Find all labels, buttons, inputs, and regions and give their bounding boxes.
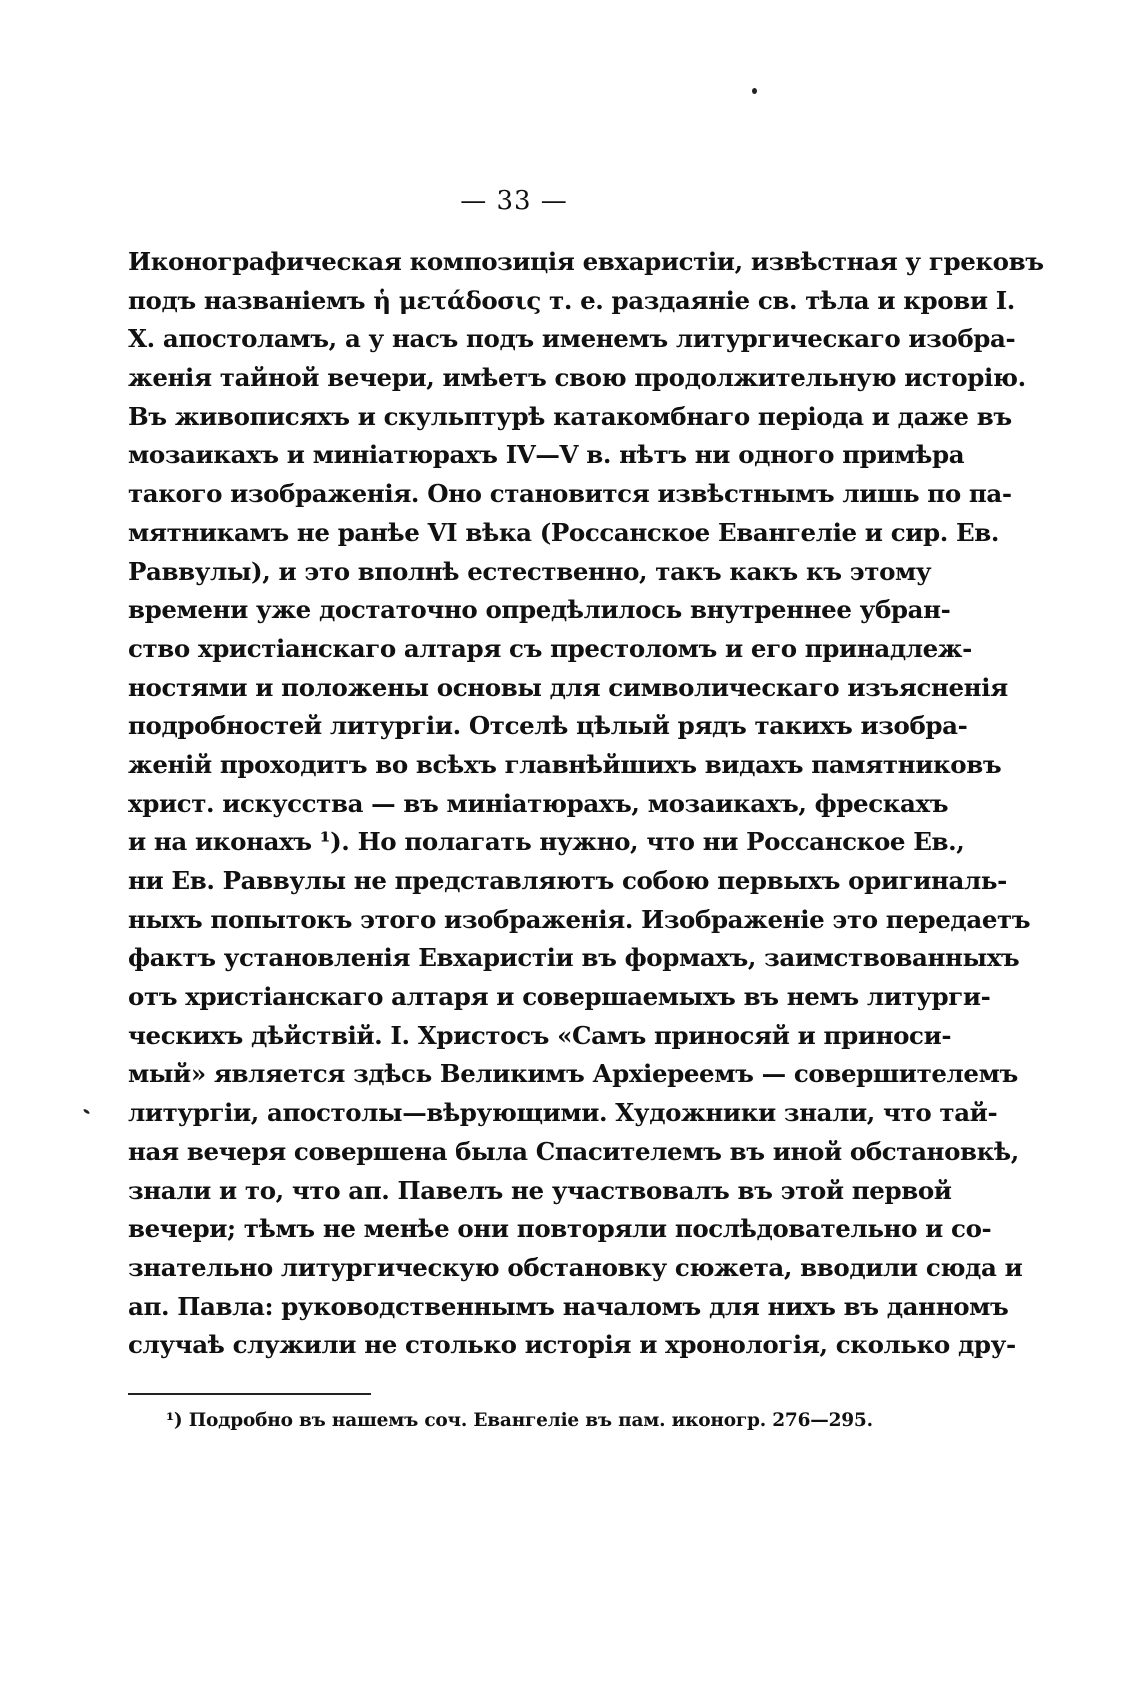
text-line: ностями и положены основы для символическаго изъясненія <box>128 672 1008 702</box>
text-line: женія тайной вечери, имѣетъ свою продолжительную исторію. <box>128 363 1026 393</box>
text-line: подъ названіемъ ἡ μετάδοσις т. е. раздаяніе св. тѣла и крови І. <box>128 285 1015 315</box>
text-line: христ. искусства — въ миніатюрахъ, мозаикахъ, фрескахъ <box>128 788 949 818</box>
text-line: Въ живописяхъ и скульптурѣ катакомбнаго періода и даже въ <box>128 401 1012 431</box>
text-line: такого изображенія. Оно становится извѣстнымъ лишь по па- <box>128 479 1012 509</box>
body-text <box>128 243 1044 1365</box>
page-number: — 33 — <box>460 186 568 216</box>
text-line: ная вечеря совершена была Спасителемъ въ иной обстановкѣ, <box>128 1136 1019 1166</box>
text-line: мозаикахъ и миніатюрахъ IV—V в. нѣтъ ни одного примѣра <box>128 440 965 470</box>
text-line: вечери; тѣмъ не менѣе они повторяли послѣдовательно и со- <box>128 1214 992 1244</box>
scan-speck <box>752 88 757 94</box>
text-line: знательно литургическую обстановку сюжета, вводили сюда и <box>128 1252 1023 1282</box>
text-line: подробностей литургіи. Отселѣ цѣлый рядъ такихъ изобра- <box>128 711 968 741</box>
text-line: Иконографическая композиція евхаристіи, извѣстная у грековъ <box>128 247 1044 276</box>
text-line: ство христіанскаго алтаря съ престоломъ и его принадлеж- <box>128 633 972 663</box>
text-line: Х. апостоламъ, а у насъ подъ именемъ литургическаго изобра- <box>128 324 1016 354</box>
text-line: женій проходитъ во всѣхъ главнѣйшихъ видахъ памятниковъ <box>128 749 1002 779</box>
text-line: ап. Павла: руководственнымъ началомъ для нихъ въ данномъ <box>128 1291 1009 1321</box>
scan-speck <box>83 1108 90 1114</box>
text-line: литургіи, апостолы—вѣрующими. Художники знали, что тай- <box>128 1098 998 1128</box>
text-line: отъ христіанскаго алтаря и совершаемыхъ въ немъ литурги- <box>128 982 991 1012</box>
footnote: ¹) Подробно въ нашемъ соч. Евангеліе въ пам. иконогр. 276—295. <box>166 1410 873 1431</box>
text-line: мый» является здѣсь Великимъ Архіереемъ — совершителемъ <box>128 1059 1018 1089</box>
footnote-divider <box>128 1393 371 1395</box>
text-line: и на иконахъ ¹). Но полагать нужно, что ни Россанское Ев., <box>128 827 965 857</box>
text-line: Раввулы), и это вполнѣ естественно, такъ какъ къ этому <box>128 556 932 586</box>
text-line: ческихъ дѣйствій. І. Христосъ «Самъ приносяй и приноси- <box>128 1020 952 1050</box>
text-line: ныхъ попытокъ этого изображенія. Изображеніе это передаетъ <box>128 904 1031 934</box>
text-line: знали и то, что ап. Павелъ не участвовалъ въ этой первой <box>128 1175 952 1205</box>
text-line: фактъ установленія Евхаристіи въ формахъ, заимствованныхъ <box>128 943 1020 973</box>
text-line: времени уже достаточно опредѣлилось внутреннее убран- <box>128 595 951 625</box>
text-line: ни Ев. Раввулы не представляютъ собою первыхъ оригиналь- <box>128 866 1007 895</box>
text-line: мятникамъ не ранѣе VI вѣка (Россанское Евангеліе и сир. Ев. <box>128 517 999 547</box>
text-line: случаѣ служили не столько исторія и хронологія, сколько дру- <box>128 1330 1016 1360</box>
